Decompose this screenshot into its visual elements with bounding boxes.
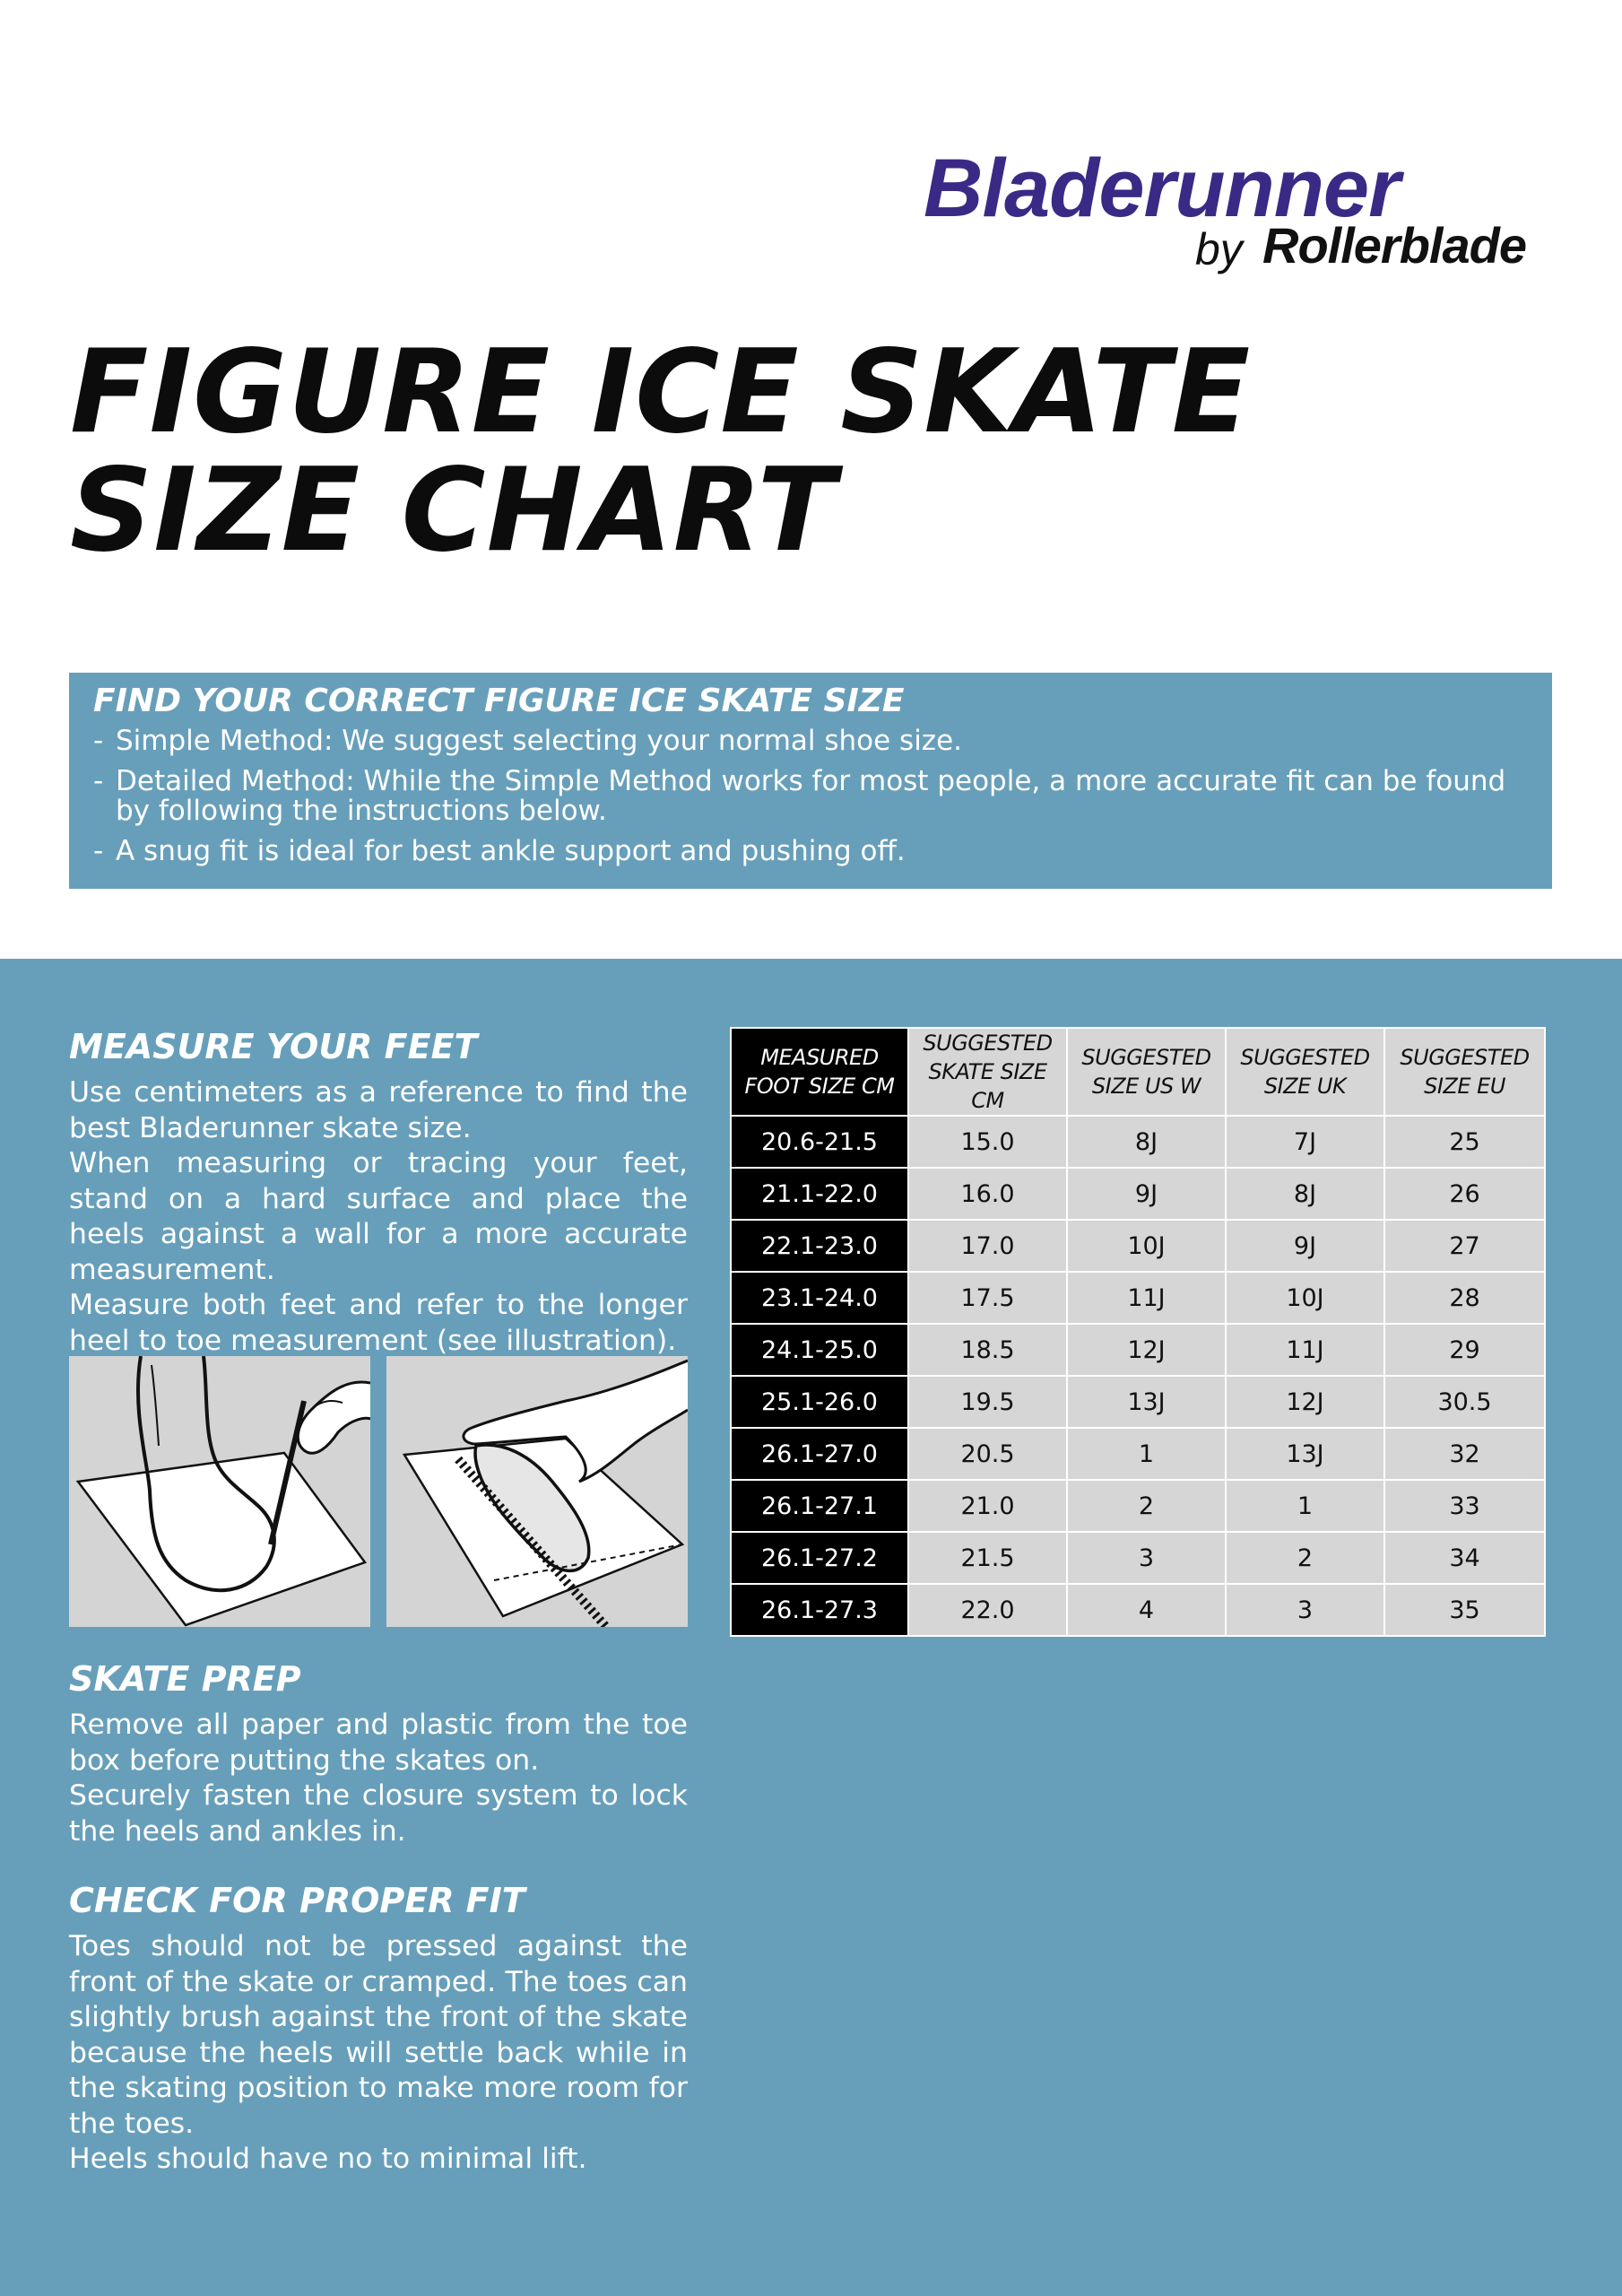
logo-sub-brand: Rollerblade bbox=[1262, 217, 1526, 274]
cell-size-us-w: 1 bbox=[1067, 1428, 1226, 1480]
cell-size-uk: 11J bbox=[1226, 1324, 1384, 1376]
prep-paragraph: Securely fasten the closure system to lock the heels and ankles in. bbox=[69, 1779, 688, 1848]
cell-size-uk: 13J bbox=[1226, 1428, 1384, 1480]
intro-box bbox=[69, 673, 1552, 889]
leg-line bbox=[152, 1365, 159, 1446]
measure-section bbox=[69, 1027, 688, 1359]
header-size-eu bbox=[1384, 1028, 1545, 1116]
measure-paragraph: When measuring or tracing your feet, stand on a hard surface and place the heels against a wall for a more accurate measurement. bbox=[69, 1147, 688, 1286]
measure-paragraph: Measure both feet and refer to the longer heel to toe measurement (see illustration). bbox=[69, 1289, 688, 1357]
cell-foot-size: 26.1-27.1 bbox=[731, 1480, 908, 1532]
cell-size-us-w: 9J bbox=[1067, 1168, 1226, 1220]
table-row bbox=[731, 1376, 1545, 1428]
header-line: SIZE US W bbox=[1091, 1074, 1201, 1099]
cell-skate-size-cm: 17.0 bbox=[908, 1220, 1067, 1272]
header-line: FOOT SIZE CM bbox=[744, 1074, 895, 1099]
foot-measuring-drawing bbox=[386, 1356, 688, 1627]
cell-size-eu: 25 bbox=[1384, 1116, 1545, 1168]
header-size-uk bbox=[1226, 1028, 1384, 1116]
cell-foot-size: 25.1-26.0 bbox=[731, 1376, 908, 1428]
foot-tracing-illustration bbox=[69, 1356, 370, 1627]
hand-outline bbox=[298, 1382, 370, 1453]
header-line: SUGGESTED bbox=[1081, 1045, 1211, 1070]
cell-size-uk: 9J bbox=[1226, 1220, 1384, 1272]
table-header-row bbox=[731, 1028, 1545, 1116]
header-line: SIZE EU bbox=[1424, 1074, 1505, 1099]
cell-skate-size-cm: 20.5 bbox=[908, 1428, 1067, 1480]
cell-foot-size: 21.1-22.0 bbox=[731, 1168, 908, 1220]
fit-paragraph: Heels should have no to minimal lift. bbox=[69, 2143, 587, 2175]
cell-size-eu: 28 bbox=[1384, 1272, 1545, 1324]
cell-size-eu: 32 bbox=[1384, 1428, 1545, 1480]
foot-tracing-drawing bbox=[69, 1356, 370, 1627]
cell-size-eu: 33 bbox=[1384, 1480, 1545, 1532]
intro-item-text: Simple Method: We suggest selecting your normal shoe size. bbox=[116, 725, 963, 757]
intro-item-text: A snug fit is ideal for best ankle support and pushing off. bbox=[116, 835, 906, 867]
fit-section bbox=[69, 1881, 688, 2178]
table-row bbox=[731, 1532, 1545, 1584]
intro-item: - Detailed Method: While the Simple Method works for most people, a more accurate fit can be found by following the instructions below. bbox=[93, 765, 1506, 827]
cell-skate-size-cm: 15.0 bbox=[908, 1116, 1067, 1168]
table-row bbox=[731, 1480, 1545, 1532]
cell-size-us-w: 10J bbox=[1067, 1220, 1226, 1272]
page-title-line-1: FIGURE ICE SKATE bbox=[70, 326, 1252, 459]
fit-heading: CHECK FOR PROPER FIT bbox=[69, 1881, 525, 1920]
cell-foot-size: 24.1-25.0 bbox=[731, 1324, 908, 1376]
cell-skate-size-cm: 21.5 bbox=[908, 1532, 1067, 1584]
cell-size-uk: 3 bbox=[1226, 1584, 1384, 1636]
intro-item-text: Detailed Method: While the Simple Method works for most people, a more accurate fit can be found by following the instructions below. bbox=[116, 765, 1506, 827]
cell-size-uk: 1 bbox=[1226, 1480, 1384, 1532]
cell-skate-size-cm: 21.0 bbox=[908, 1480, 1067, 1532]
header-line: SUGGESTED bbox=[923, 1031, 1053, 1056]
cell-size-us-w: 3 bbox=[1067, 1532, 1226, 1584]
header-line: MEASURED bbox=[760, 1045, 879, 1070]
table-row bbox=[731, 1324, 1545, 1376]
cell-skate-size-cm: 17.5 bbox=[908, 1272, 1067, 1324]
cell-size-uk: 7J bbox=[1226, 1116, 1384, 1168]
prep-section bbox=[69, 1659, 688, 1849]
cell-size-us-w: 13J bbox=[1067, 1376, 1226, 1428]
foot-measuring-illustration bbox=[386, 1356, 688, 1627]
cell-foot-size: 26.1-27.2 bbox=[731, 1532, 908, 1584]
cell-size-eu: 27 bbox=[1384, 1220, 1545, 1272]
table-row bbox=[731, 1220, 1545, 1272]
cell-foot-size: 20.6-21.5 bbox=[731, 1116, 908, 1168]
cell-size-eu: 29 bbox=[1384, 1324, 1545, 1376]
cell-size-eu: 26 bbox=[1384, 1168, 1545, 1220]
header-measured-foot-size bbox=[731, 1028, 908, 1116]
table-row bbox=[731, 1272, 1545, 1324]
size-chart-table bbox=[730, 1027, 1546, 1637]
table-row bbox=[731, 1428, 1545, 1480]
cell-size-uk: 10J bbox=[1226, 1272, 1384, 1324]
prep-paragraph: Remove all paper and plastic from the toe box before putting the skates on. bbox=[69, 1709, 688, 1777]
lower-panel bbox=[0, 959, 1622, 2296]
header-skate-size-cm bbox=[908, 1028, 1067, 1116]
cell-skate-size-cm: 16.0 bbox=[908, 1168, 1067, 1220]
cell-size-us-w: 8J bbox=[1067, 1116, 1226, 1168]
cell-skate-size-cm: 19.5 bbox=[908, 1376, 1067, 1428]
brand-logo bbox=[924, 144, 1551, 287]
table-row bbox=[731, 1116, 1545, 1168]
table-row bbox=[731, 1584, 1545, 1636]
measure-paragraph: Use centimeters as a reference to find the best Bladerunner skate size. bbox=[69, 1076, 688, 1144]
header-line: SKATE SIZE CM bbox=[928, 1059, 1047, 1113]
prep-heading: SKATE PREP bbox=[69, 1659, 301, 1699]
table-row bbox=[731, 1168, 1545, 1220]
header-line: SUGGESTED bbox=[1400, 1045, 1530, 1070]
cell-size-eu: 34 bbox=[1384, 1532, 1545, 1584]
cell-skate-size-cm: 22.0 bbox=[908, 1584, 1067, 1636]
fit-paragraph: Toes should not be pressed against the front of the skate or cramped. The toes can slightly brush against the front of the skate because the heels will settle back while in the skating position to make more room for the toes. bbox=[69, 1930, 688, 2140]
cell-size-us-w: 4 bbox=[1067, 1584, 1226, 1636]
measure-heading: MEASURE YOUR FEET bbox=[69, 1027, 478, 1066]
paper-sheet bbox=[78, 1453, 365, 1625]
cell-size-uk: 8J bbox=[1226, 1168, 1384, 1220]
page-title-line-2: SIZE CHART bbox=[70, 444, 837, 578]
logo-wordmark: Bladerunner bbox=[924, 143, 1400, 234]
cell-size-us-w: 12J bbox=[1067, 1324, 1226, 1376]
logo-by-text: by bbox=[1195, 224, 1243, 274]
intro-item: - Simple Method: We suggest selecting your normal shoe size. bbox=[93, 725, 963, 757]
intro-item: - A snug fit is ideal for best ankle support and pushing off. bbox=[93, 835, 906, 867]
cell-foot-size: 22.1-23.0 bbox=[731, 1220, 908, 1272]
cell-size-uk: 12J bbox=[1226, 1376, 1384, 1428]
cell-foot-size: 23.1-24.0 bbox=[731, 1272, 908, 1324]
header-line: SUGGESTED bbox=[1240, 1045, 1370, 1070]
header-size-us-w bbox=[1067, 1028, 1226, 1116]
cell-size-us-w: 11J bbox=[1067, 1272, 1226, 1324]
intro-list bbox=[93, 726, 1529, 866]
intro-heading: FIND YOUR CORRECT FIGURE ICE SKATE SIZE bbox=[93, 683, 905, 719]
cell-size-us-w: 2 bbox=[1067, 1480, 1226, 1532]
cell-foot-size: 26.1-27.3 bbox=[731, 1584, 908, 1636]
cell-size-eu: 35 bbox=[1384, 1584, 1545, 1636]
cell-size-uk: 2 bbox=[1226, 1532, 1384, 1584]
cell-skate-size-cm: 18.5 bbox=[908, 1324, 1067, 1376]
cell-size-eu: 30.5 bbox=[1384, 1376, 1545, 1428]
cell-foot-size: 26.1-27.0 bbox=[731, 1428, 908, 1480]
header-line: SIZE UK bbox=[1263, 1074, 1347, 1099]
page-title bbox=[70, 326, 1252, 578]
